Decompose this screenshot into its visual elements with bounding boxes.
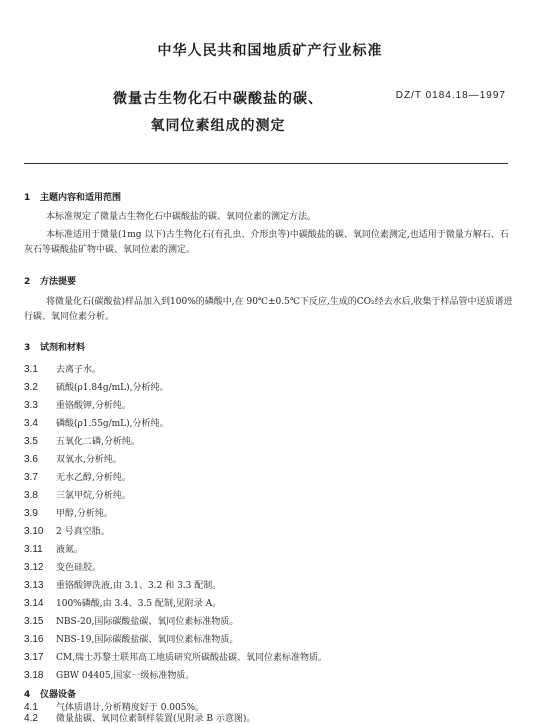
- section-heading-2: [24, 274, 76, 287]
- section-number: 3: [24, 343, 31, 353]
- section-heading-3: [24, 340, 85, 353]
- list-item: 3.14 100%磷酸,由 3.4、3.5 配制,见附录 A。: [24, 598, 222, 609]
- list-item: 3.10 2 号真空脂。: [24, 526, 110, 537]
- list-item: 4.2 微量盐碳、氧同位素制样装置(见附录 B 示意图)。: [24, 713, 256, 724]
- list-item: 3.15 NBS-20,国际碳酸盐碳、氧同位素标准物质。: [24, 616, 239, 627]
- list-item: 3.2 硫酸(ρ1.84g/mL),分析纯。: [24, 382, 169, 393]
- list-item: 3.1 去离子水。: [24, 364, 102, 375]
- list-item: 3.13 重铬酸钾洗液,由 3.1、3.2 和 3.3 配制。: [24, 580, 222, 591]
- list-item: 3.18 GBW 04405,国家一级标准物质。: [24, 670, 195, 681]
- section-title: 仪器设备: [40, 690, 77, 700]
- section-2-paragraph-1: 将微量化石(碳酸盐)样品加入到100%的磷酸中,在 90℃±0.5℃下反应,生成的CO₂经去水后,收集于样品管中送质谱进行碳、氧同位素分析。: [24, 297, 513, 322]
- list-item: 4.1 气体质谱计,分析精度好于 0.005%。: [24, 702, 205, 713]
- list-item: 3.11 液氮。: [24, 544, 84, 555]
- document-title-line-1: 微量古生物化石中碳酸盐的碳、: [113, 91, 323, 107]
- list-item: 3.8 三氯甲烷,分析纯。: [24, 490, 131, 501]
- section-title: 主题内容和适用范围: [40, 193, 122, 203]
- list-item: 3.12 变色硅胶。: [24, 562, 102, 573]
- section-1-paragraph-2: 本标准适用于微量(1mg 以下)古生物化石(有孔虫、介形虫等)中碳酸盐的碳、氧同位素测定,也适用于微量方解石、石灰石等碳酸盐矿物中碳、氧同位素的测定。: [24, 230, 509, 255]
- list-item: 3.7 无水乙醇,分析纯。: [24, 472, 131, 483]
- list-item: 3.9 甲醇,分析纯。: [24, 508, 113, 519]
- header-divider: [24, 163, 508, 164]
- list-item: 3.3 重铬酸钾,分析纯。: [24, 400, 131, 411]
- section-1-paragraph-1: 本标准规定了微量古生物化石中碳酸盐的碳、氧同位素的测定方法。: [46, 212, 317, 222]
- section-heading-1: [24, 190, 121, 203]
- list-item: 3.16 NBS-19,国际碳酸盐碳、氧同位素标准物质。: [24, 634, 239, 645]
- section-number: 2: [24, 277, 31, 287]
- section-heading-4: [24, 687, 76, 700]
- list-item: 3.6 双氧水,分析纯。: [24, 454, 122, 465]
- list-item: 3.17 CM,瑞士苏黎士联邦高工地质研究所碳酸盐碳、氧同位素标准物质。: [24, 652, 327, 663]
- document-title-line-2: 氧同位素组成的测定: [150, 118, 286, 134]
- section-title: 方法提要: [40, 277, 77, 287]
- section-title: 试剂和材料: [40, 343, 86, 353]
- list-item: 3.4 磷酸(ρ1.55g/mL),分析纯。: [24, 418, 169, 429]
- section-number: 1: [24, 193, 31, 203]
- section-number: 4: [24, 690, 31, 700]
- issuing-agency: 中华人民共和国地质矿产行业标准: [157, 43, 383, 59]
- list-item: 3.5 五氧化二磷,分析纯。: [24, 436, 140, 447]
- standard-code: DZ/T 0184.18—1997: [395, 90, 506, 101]
